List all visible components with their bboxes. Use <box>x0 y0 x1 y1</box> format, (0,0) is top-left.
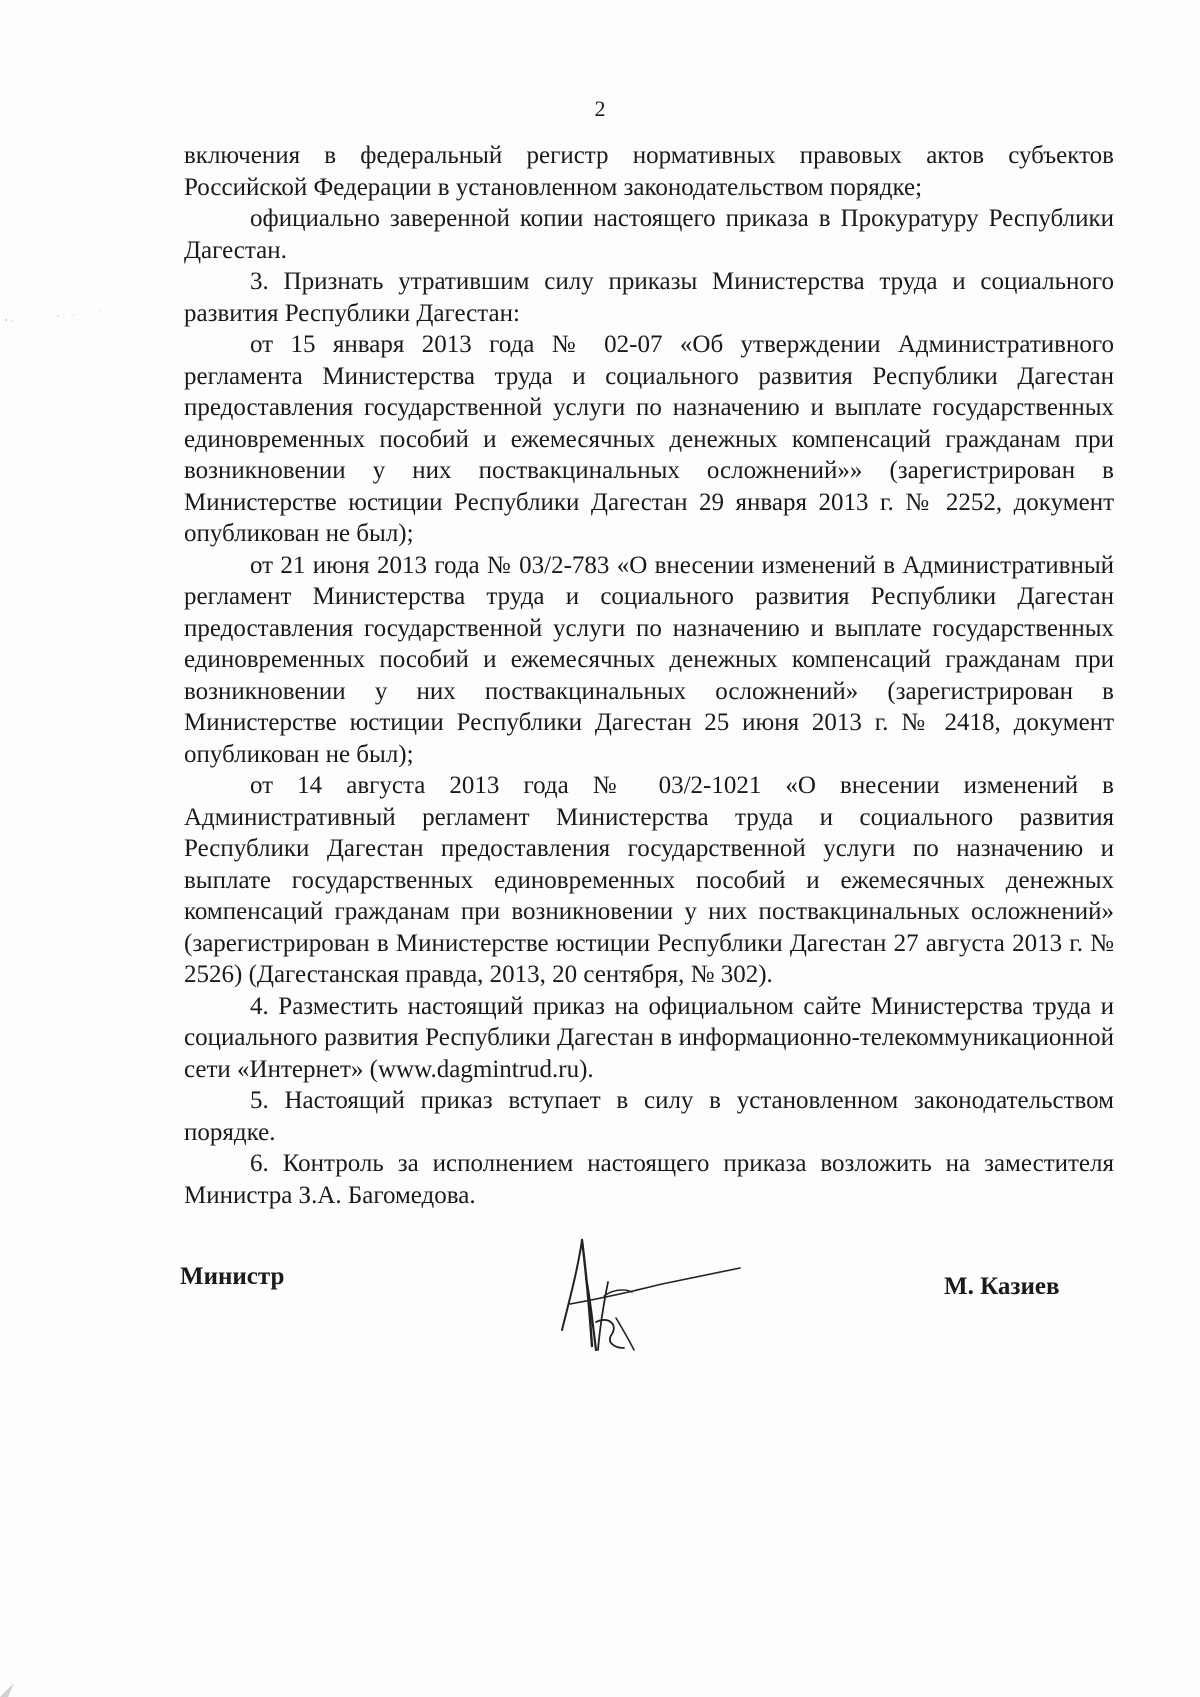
signatory-title: Министр <box>180 1263 285 1290</box>
signatory-name: М. Казиев <box>944 1273 1060 1300</box>
handwritten-signature <box>552 1238 742 1354</box>
paragraph: от 14 августа 2013 года № 03/2-1021 «О внесении изменений в Административный регламент Министерства труда и социального развития Республики Дагестан предоставления государственной услуги по назначению и выплате государственных единовременных пособий и ежемесячных денежных компенсаций гражданам при возникновении у них поствакцинальных осложнений» (зарегистрирован в Министерстве юстиции Республики Дагестан 27 августа 2013 г. № 2526) (Дагестанская правда, 2013, 20 сентября, № 302). <box>184 772 1114 988</box>
paragraph: 3. Признать утратившим силу приказы Министерства труда и социального развития Республики Дагестан: <box>184 268 1114 327</box>
paragraph: официально заверенной копии настоящего приказа в Прокуратуру Республики Дагестан. <box>184 205 1114 264</box>
paragraph: 5. Настоящий приказ вступает в силу в установленном законодательством порядке. <box>184 1087 1114 1146</box>
paragraph: от 21 июня 2013 года № 03/2-783 «О внесении изменений в Административный регламент Министерства труда и социального развития Республики Дагестан предоставления государственной услуги по назначению и выплате государственных единовременных пособий и ежемесячных денежных компенсаций гражданам при возникновении у них поствакцинальных осложнений» (зарегистрирован в Министерстве юстиции Республики Дагестан 25 июня 2013 г. № 2418, документ опубликован не был); <box>184 551 1114 768</box>
paragraph: 4. Разместить настоящий приказ на официальном сайте Министерства труда и социального развития Республики Дагестан в информационно-телекоммуникационной сети «Интернет» (www.dagmintrud.ru). <box>184 992 1114 1083</box>
body-text <box>184 140 1114 1211</box>
scan-corner-mark <box>0 1663 40 1697</box>
page-number: 2 <box>594 96 606 121</box>
paragraph: включения в федеральный регистр нормативных правовых актов субъектов Российской Федерации в установленном законодательством порядке; <box>184 142 1114 201</box>
scan-specks <box>0 306 120 336</box>
paragraph: от 15 января 2013 года № 02-07 «Об утверждении Административного регламента Министерства труда и социального развития Республики Дагестан предоставления государственной услуги по назначению и выплате государственных единовременных пособий и ежемесячных денежных компенсаций гражданам при возникновении у них поствакцинальных осложнений»» (зарегистрирован в Министерстве юстиции Республики Дагестан 29 января 2013 г. № 2252, документ опубликован не был); <box>184 331 1114 547</box>
paragraph: 6. Контроль за исполнением настоящего приказа возложить на заместителя Министра З.А. Багомедова. <box>184 1150 1114 1209</box>
